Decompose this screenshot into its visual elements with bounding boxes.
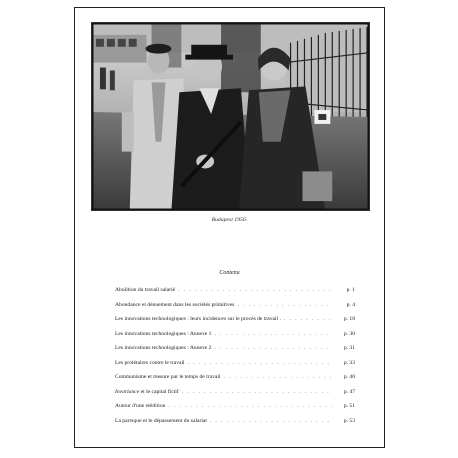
- toc-leader-dots: [223, 374, 332, 380]
- toc-entry: [115, 345, 355, 360]
- toc-leader-dots: [188, 360, 332, 366]
- toc-entry-title: Abondance et dénuement dans les sociétés primitives: [115, 301, 235, 308]
- toc-leader-dots: [284, 316, 332, 322]
- toc-entry-title: Les innovations technologiques : leurs incidences sur le procès de travail .: [115, 316, 281, 322]
- toc-entry-page: p. 51: [343, 403, 355, 409]
- table-of-contents: [115, 287, 355, 432]
- toc-leader-dots: [182, 389, 332, 395]
- toc-entry-title: Invariance et le capital fictif: [115, 388, 179, 395]
- photo-caption: Budapest 1956.: [211, 217, 248, 223]
- toc-entry: [115, 316, 355, 331]
- toc-entry-page: p. 18: [343, 316, 355, 322]
- toc-entry-title: Autour d'une réédition: [115, 403, 166, 409]
- toc-entry-page: p. 31: [343, 345, 355, 351]
- toc-entry-page: p. 1: [346, 287, 355, 293]
- toc-entry-title: Les innovations technologiques : Annexe 1: [115, 330, 212, 337]
- photo-image: [92, 23, 369, 210]
- budapest-photo: [91, 22, 370, 211]
- toc-entry-title: Les innovations technologiques : Annexe 2: [115, 345, 212, 351]
- toc-entry-page: p. 47: [343, 388, 355, 395]
- toc-entry: [115, 418, 355, 433]
- toc-entry: [115, 302, 355, 317]
- document-page: [74, 7, 385, 448]
- toc-entry-page: p. 53: [343, 417, 355, 424]
- toc-entry-page: p. 30: [343, 330, 355, 337]
- toc-entry-page: p. 4: [346, 301, 355, 308]
- toc-entry: [115, 360, 355, 375]
- toc-entry-title: La parrsque et le dépassement du salariat: [115, 417, 207, 424]
- toc-entry: [115, 287, 355, 302]
- toc-leader-dots: [214, 345, 332, 351]
- toc-entry-title: Communisme et mesure par le temps de travail: [115, 374, 221, 380]
- toc-entry-page: p. 33: [343, 359, 355, 366]
- toc-leader-dots: [168, 403, 332, 409]
- toc-leader-dots: [210, 418, 332, 424]
- toc-entry-page: p. 40: [343, 374, 355, 380]
- toc-entry: [115, 374, 355, 389]
- toc-entry-title: Abolition du travail salarié: [115, 287, 176, 293]
- toc-leader-dots: [214, 331, 332, 337]
- toc-entry-title: Les prolétaires contre le travail: [115, 359, 185, 366]
- toc-entry: [115, 331, 355, 346]
- toc-leader-dots: [178, 287, 332, 293]
- toc-entry: [115, 403, 355, 418]
- toc-leader-dots: [237, 302, 332, 308]
- contents-title: Contenu: [219, 270, 240, 276]
- toc-entry: [115, 389, 355, 404]
